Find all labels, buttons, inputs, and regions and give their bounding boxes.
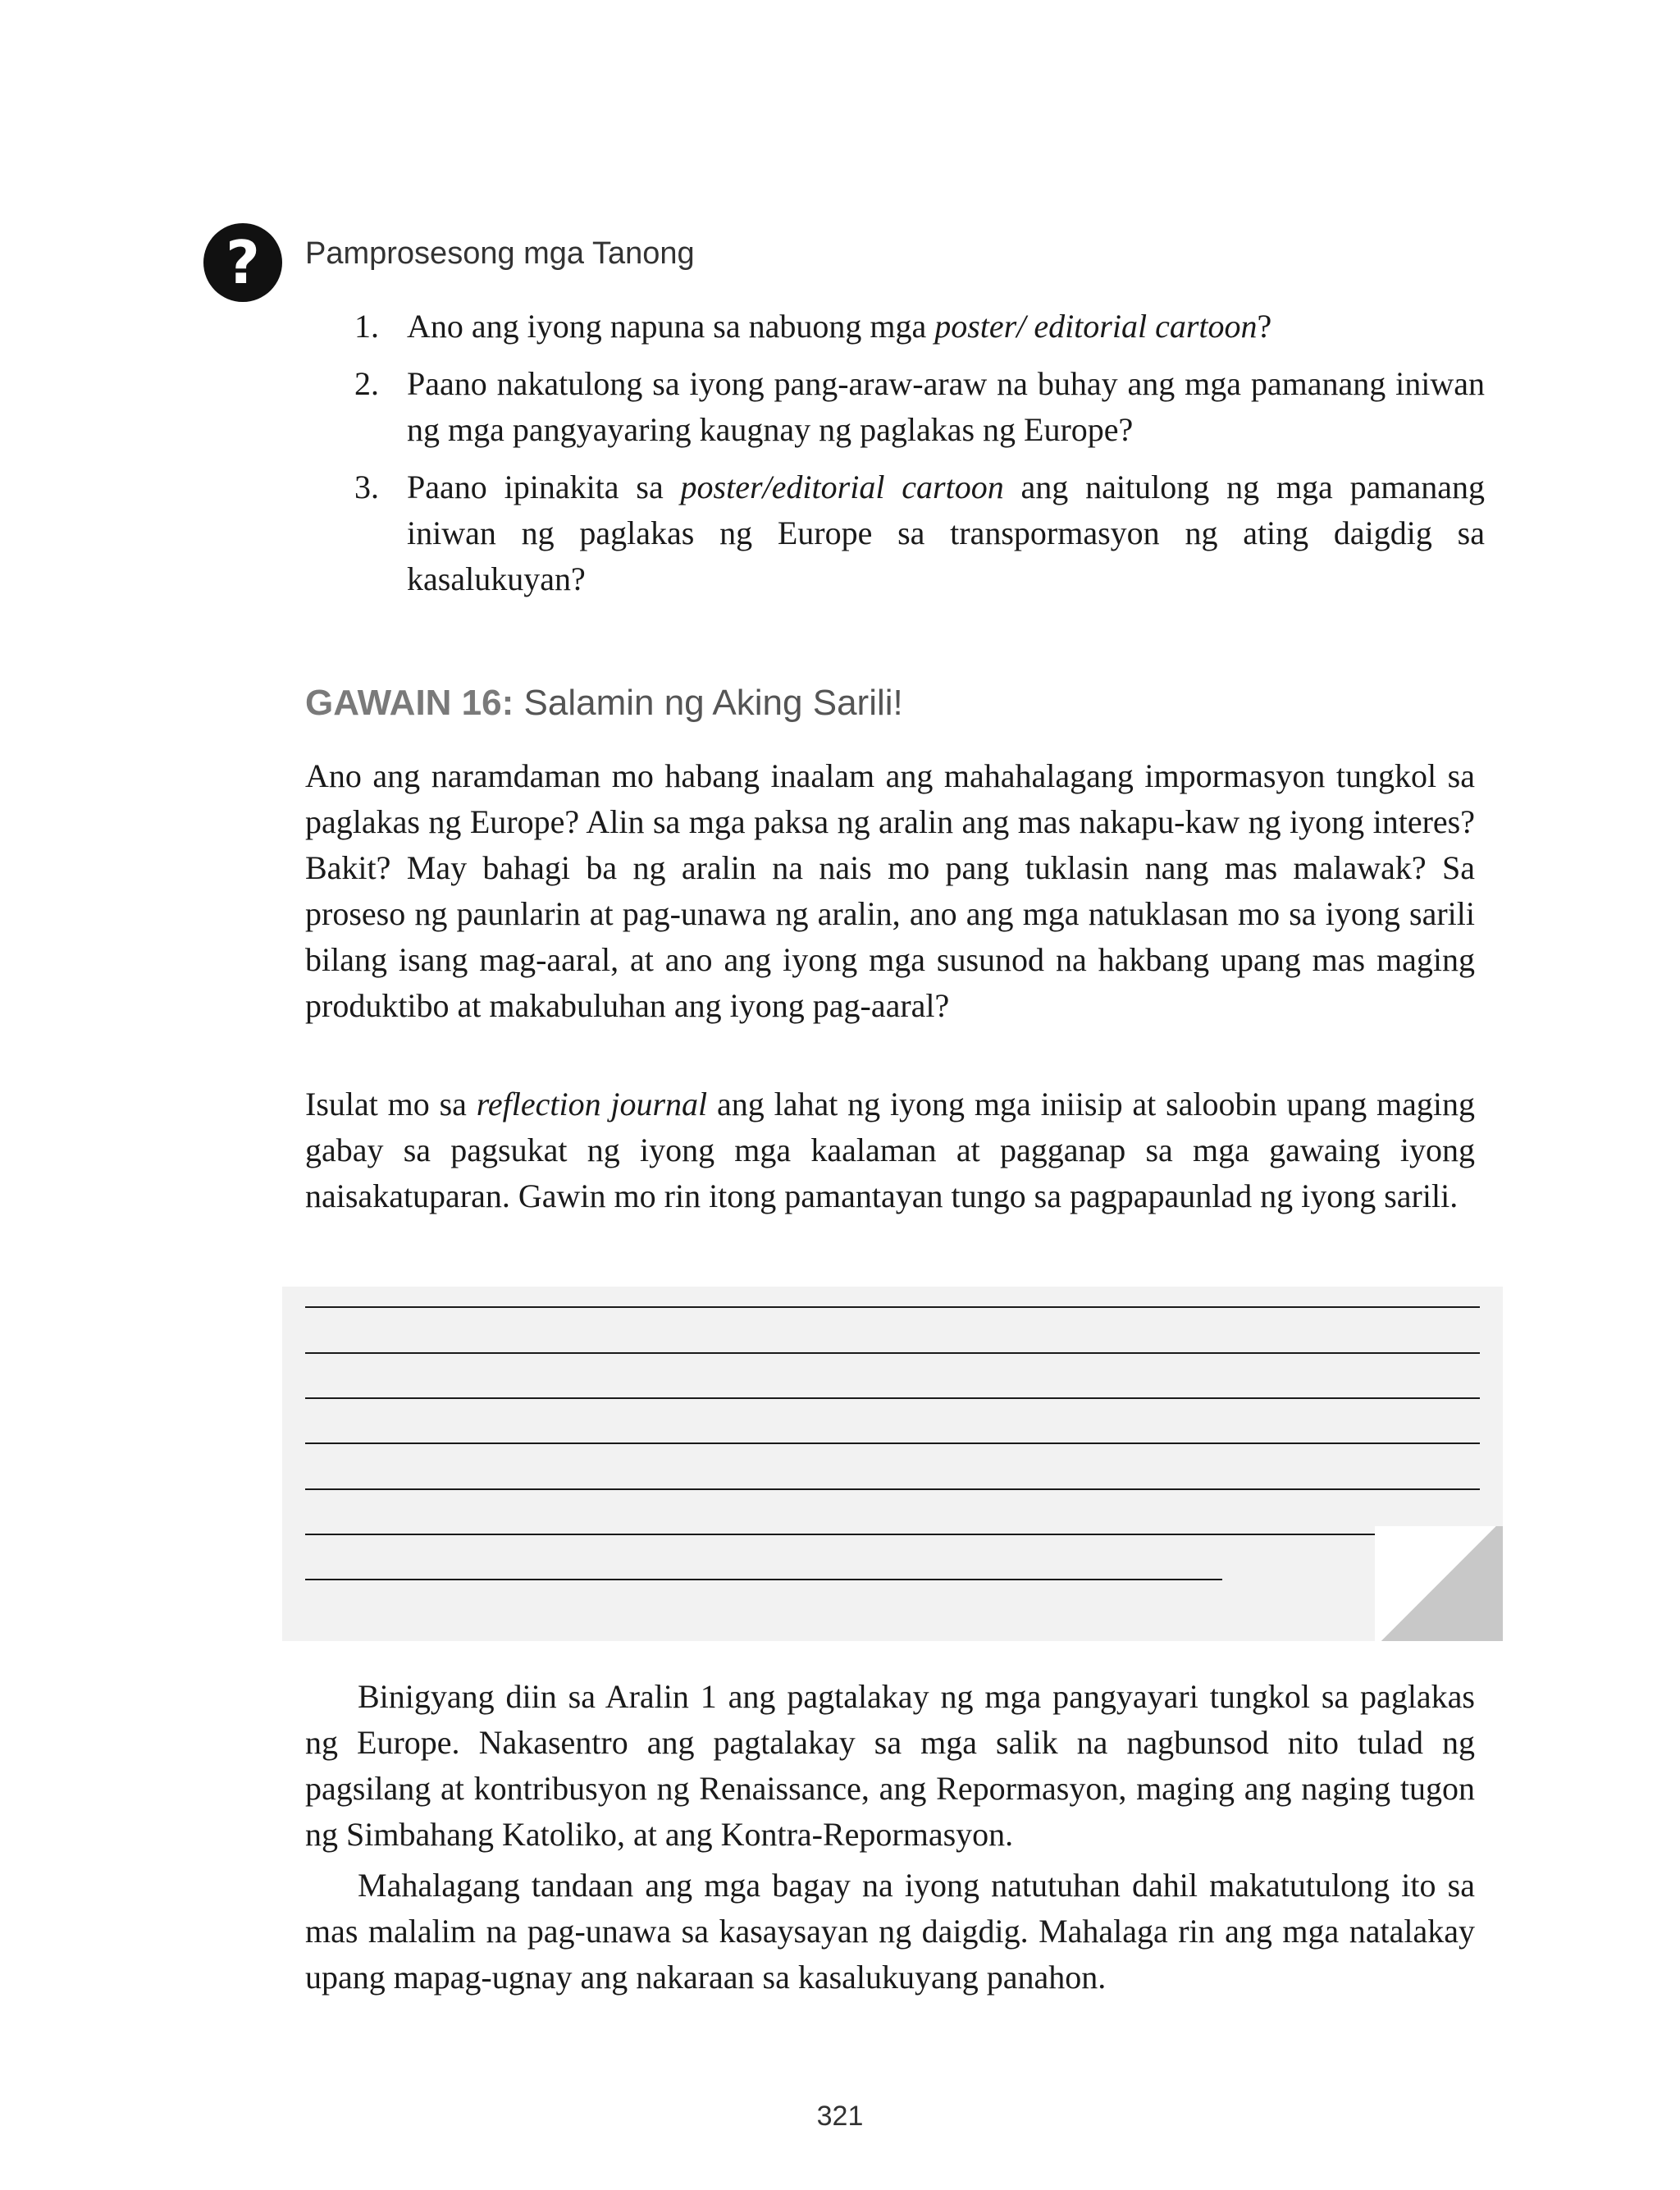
question-text-end: ? (1257, 308, 1272, 345)
activity-label: GAWAIN 16: (305, 683, 514, 723)
processing-questions-list (354, 304, 1485, 614)
activity-paragraph: Ano ang naramdaman mo habang inaalam ang mahahalagang impormasyon tungkol sa paglakas ng Europe? Alin sa mga paksa ng aralin ang mas nakapu-kaw ng iyong interes? Bakit? May bahagi ba ng aralin na nais mo pang tuklasin nang mas malawak? Sa proseso ng paunlarin at pag-unawa ng aralin, ano ang mga natuklasan mo sa iyong sarili bilang isang mag-aaral, at ano ang iyong mga susunod na hakbang upang mas maging produktibo at makabuluhan ang iyong pag-aaral? (305, 757, 1475, 1024)
question-number: 3. (354, 469, 379, 505)
instructions-text: Isulat mo sa (305, 1086, 477, 1122)
writing-line (305, 1442, 1480, 1444)
instructions-italic: reflection journal (476, 1086, 708, 1122)
reflection-journal-box (282, 1287, 1503, 1641)
writing-line (305, 1397, 1480, 1399)
writing-line (305, 1352, 1480, 1354)
question-text: Ano ang iyong napuna sa nabuong mga (407, 308, 935, 345)
question-text-italic: poster/ editorial cartoon (934, 308, 1258, 345)
question-item (354, 464, 1485, 602)
activity-name: Salamin ng Aking Sarili! (514, 683, 903, 723)
writing-line (305, 1488, 1480, 1490)
question-mark-icon: ? (203, 223, 282, 302)
writing-line (305, 1579, 1222, 1580)
activity-instructions (305, 1081, 1475, 1219)
question-text-end: ang naitulong ng mga pamanang iniwan ng paglakas ng Europe sa transpormasyon ng ating daigdig sa kasalukuyan? (407, 469, 1485, 597)
question-text: Paano ipinakita sa (407, 469, 681, 505)
question-text-italic: poster/editorial cartoon (680, 469, 1004, 505)
question-number: 2. (354, 365, 379, 402)
activity-title (305, 683, 903, 724)
page-fold-corner (1375, 1526, 1503, 1641)
question-item (354, 304, 1485, 350)
summary-paragraph: Mahalagang tandaan ang mga bagay na iyong natutuhan dahil makatutulong ito sa mas malalim na pag-unawa sa kasaysayan ng daigdig. Mahalaga rin ang mga natalakay upang mapag-ugnay ang nakaraan sa kasalukuyang panahon. (305, 1867, 1475, 1996)
writing-line (305, 1306, 1480, 1308)
writing-line (305, 1534, 1480, 1535)
processing-questions-header: Pamprosesong mga Tanong (305, 236, 695, 271)
question-item (354, 361, 1485, 453)
summary-paragraph: Binigyang diin sa Aralin 1 ang pagtalakay ng mga pangyayari tungkol sa paglakas ng Europe. Nakasentro ang pagtalakay sa mga salik na nagbunsod nito tulad ng pagsilang at kontribusyon ng Renaissance, ang Repormasyon, maging ang naging tugon ng Simbahang Katoliko, at ang Kontra-Repormasyon. (305, 1678, 1475, 1853)
question-number: 1. (354, 308, 379, 345)
question-text: Paano nakatulong sa iyong pang-araw-araw na buhay ang mga pamanang iniwan ng mga pangyayaring kaugnay ng paglakas ng Europe? (407, 365, 1485, 448)
page-number: 321 (816, 2101, 864, 2132)
instructions-text-end: ang lahat ng iyong mga iniisip at saloobin upang maging gabay sa pagsukat ng iyong mga kaalaman at pagganap sa mga gawaing iyong naisakatuparan. Gawin mo rin itong pamantayan tungo sa pagpapaunlad ng iyong sarili. (305, 1086, 1476, 1214)
